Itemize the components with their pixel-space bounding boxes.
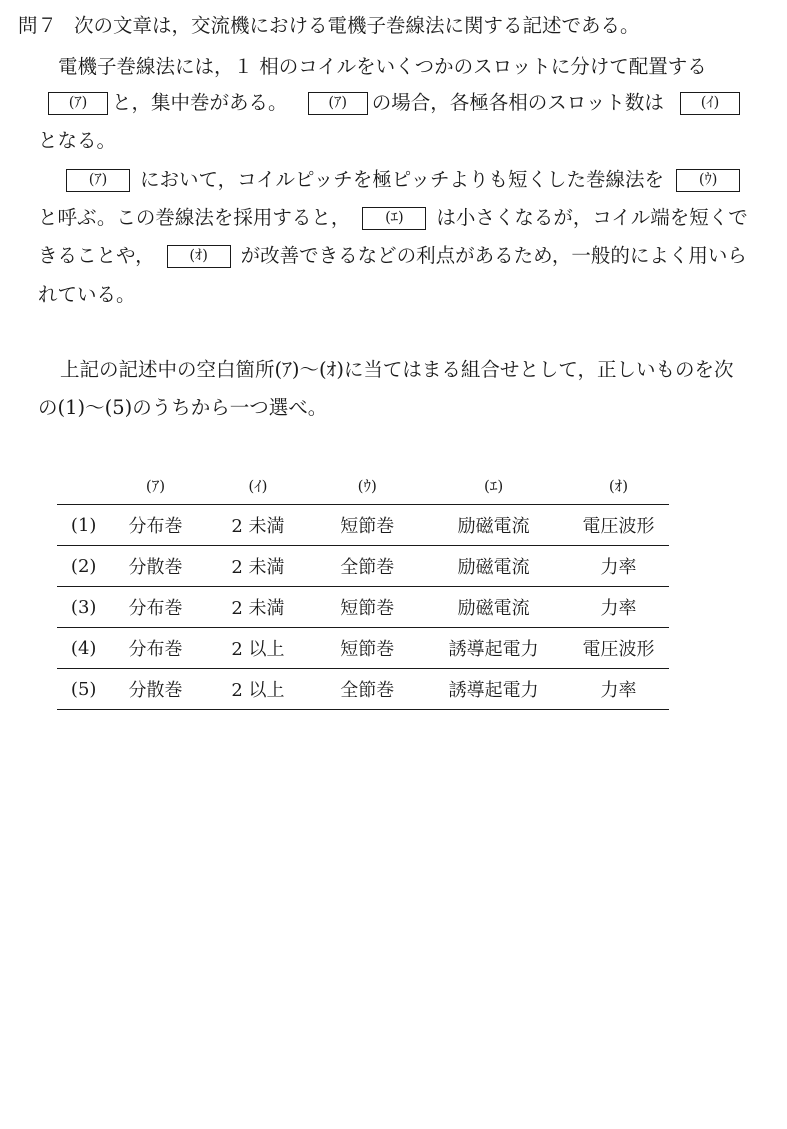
choice-number: (1) bbox=[57, 505, 110, 546]
table-cell: 2 未満 bbox=[201, 546, 316, 587]
paragraph1-line3: となる。 bbox=[38, 129, 117, 152]
table-cell: 力率 bbox=[568, 546, 669, 587]
table-cell: 分布巻 bbox=[110, 505, 200, 546]
blank-a-box: (ｱ) bbox=[66, 169, 130, 192]
table-cell: 誘導起電力 bbox=[419, 669, 568, 710]
table-row bbox=[57, 587, 669, 628]
table-cell: 全節巻 bbox=[315, 546, 419, 587]
paragraph1-line2-text-a: と，集中巻がある。 bbox=[112, 91, 288, 114]
paragraph2-line3-text-a: きることや， bbox=[38, 244, 155, 267]
table-row bbox=[57, 546, 669, 587]
question-title: 次の文章は，交流機における電機子巻線法に関する記述である。 bbox=[74, 14, 640, 37]
paragraph1-line2 bbox=[44, 91, 787, 115]
question-number: 問７ bbox=[18, 14, 58, 37]
table-cell: 2 以上 bbox=[201, 669, 316, 710]
table-cell: 力率 bbox=[568, 587, 669, 628]
paragraph2-line3-text-b: が改善できるなどの利点があるため，一般的によく用いら bbox=[240, 244, 747, 267]
blank-a-box: (ｱ) bbox=[308, 92, 368, 115]
blank-i-box: (ｲ) bbox=[680, 92, 740, 115]
table-cell: 短節巻 bbox=[315, 587, 419, 628]
table-cell: 2 未満 bbox=[201, 587, 316, 628]
table-cell: 分散巻 bbox=[110, 546, 200, 587]
table-cell: 2 未満 bbox=[201, 505, 316, 546]
instruction-line1: 上記の記述中の空白箇所(ｱ)～(ｵ)に当てはまる組合せとして，正しいものを次 bbox=[60, 358, 734, 381]
table-row bbox=[57, 628, 669, 669]
blank-a-box: (ｱ) bbox=[48, 92, 108, 115]
blank-o-box: (ｵ) bbox=[167, 245, 231, 268]
table-row bbox=[57, 669, 669, 710]
table-header-cell: (ｱ) bbox=[110, 466, 200, 505]
table-header-cell: (ｳ) bbox=[315, 466, 419, 505]
table-header-cell bbox=[57, 466, 110, 505]
table-cell: 励磁電流 bbox=[419, 587, 568, 628]
choice-number: (3) bbox=[57, 587, 110, 628]
choice-number: (4) bbox=[57, 628, 110, 669]
paragraph2-line1-text: において，コイルピッチを極ピッチよりも短くした巻線法を bbox=[140, 168, 664, 191]
paragraph2-line4: れている。 bbox=[38, 283, 136, 306]
paragraph2-line3 bbox=[38, 244, 787, 268]
paragraph1-line1: 電機子巻線法には，１ 相のコイルをいくつかのスロットに分けて配置する bbox=[58, 55, 707, 78]
table-cell: 励磁電流 bbox=[419, 505, 568, 546]
paragraph2-line2-text-a: と呼ぶ。この巻線法を採用すると， bbox=[38, 206, 351, 229]
answer-table bbox=[57, 466, 669, 710]
table-cell: 2 以上 bbox=[201, 628, 316, 669]
table-cell: 誘導起電力 bbox=[419, 628, 568, 669]
table-cell: 力率 bbox=[568, 669, 669, 710]
table-header-cell: (ｲ) bbox=[201, 466, 316, 505]
blank-e-box: (ｴ) bbox=[362, 207, 426, 230]
paragraph1-line2-text-b: の場合，各極各相のスロット数は bbox=[371, 91, 664, 114]
paragraph2-line2-text-b: は小さくなるが，コイル端を短くで bbox=[436, 206, 748, 229]
table-header-cell: (ｴ) bbox=[419, 466, 568, 505]
question-heading bbox=[18, 14, 787, 38]
blank-u-box: (ｳ) bbox=[676, 169, 740, 192]
table-cell: 電圧波形 bbox=[568, 628, 669, 669]
choice-number: (2) bbox=[57, 546, 110, 587]
table-cell: 励磁電流 bbox=[419, 546, 568, 587]
table-cell: 分布巻 bbox=[110, 587, 200, 628]
table-header-cell: (ｵ) bbox=[568, 466, 669, 505]
table-cell: 短節巻 bbox=[315, 628, 419, 669]
table-cell: 分散巻 bbox=[110, 669, 200, 710]
table-cell: 全節巻 bbox=[315, 669, 419, 710]
paragraph2-line1 bbox=[62, 168, 787, 192]
paragraph2-line2 bbox=[38, 206, 787, 230]
table-cell: 電圧波形 bbox=[568, 505, 669, 546]
table-row bbox=[57, 505, 669, 546]
choice-number: (5) bbox=[57, 669, 110, 710]
table-cell: 分布巻 bbox=[110, 628, 200, 669]
table-cell: 短節巻 bbox=[315, 505, 419, 546]
instruction-line2: の(1)～(5)のうちから一つ選べ。 bbox=[38, 396, 328, 419]
table-header-row bbox=[57, 466, 669, 505]
